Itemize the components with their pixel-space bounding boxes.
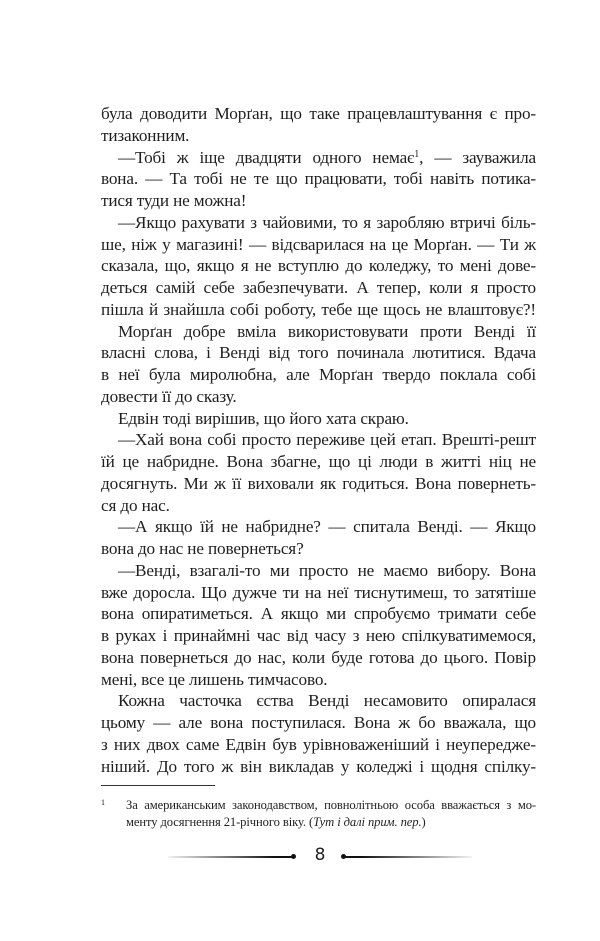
text-fragment: , — зауважила — [419, 147, 536, 167]
text-line: сказала, що, якщо я не вступлю до коледжу, то мені дове- — [101, 256, 536, 276]
footnote-line — [126, 814, 536, 831]
text-line: —Якщо рахувати з чайовими, то я заробляю втричі біль- — [118, 212, 536, 232]
page-number: 8 — [314, 845, 326, 865]
text-line: Едвін тоді вирішив, що його хата скраю. — [118, 408, 409, 428]
text-line: вона до нас не повернеться? — [101, 539, 304, 558]
text-line: вже доросла. Що дужче ти на неї тиснутимеш, то затятіше — [101, 582, 536, 602]
text-line: —А якщо їй не набридне? — спитала Венді. — Якщо — [118, 517, 536, 537]
text-line: вона. — Та тобі не те що працювати, тобі навіть потика- — [101, 169, 536, 189]
footnote-separator — [101, 785, 215, 786]
text-line: —Венді, взагалі-то ми просто не маємо вибору. Вона — [118, 560, 536, 580]
text-line: досягнуть. Ми ж її виховали як годиться. Вона повернеть- — [101, 473, 536, 493]
text-line: цьому — але вона поступилася. Вона ж бо вважала, що — [101, 713, 536, 732]
text-line: Морґан добре вміла використовувати проти Венді її — [118, 321, 536, 341]
footnote-text: менту досягнення 21-річного віку. ( — [126, 815, 314, 829]
text-line: тизаконним. — [101, 125, 190, 145]
footnote-text: ) — [421, 815, 426, 829]
text-line: їй це набридне. Вона збагне, що ці люди в житті ніц не — [101, 452, 536, 471]
text-fragment: —Тобі ж іще двадцяти одного немає — [118, 147, 415, 167]
text-line: з них двох саме Едвін був урівноваженіший і неупередже- — [101, 734, 536, 754]
text-line: мені, все це лишень тимчасово. — [101, 669, 328, 689]
text-line: ше, ніж у магазині! — відсварилася на це Морґан. — Ти ж — [101, 234, 536, 254]
text-line: вона повернеться до нас, коли буде готова до цього. Повір — [101, 647, 536, 667]
body-text — [101, 103, 536, 777]
text-line: в руках і принаймні час від часу з нею спілкуватимемося, — [101, 626, 536, 645]
text-line: ніший. До того ж він викладав у коледжі і щодня спілку- — [101, 756, 536, 776]
text-line: в неї була миролюбна, але Морґан твердо поклала собі — [101, 365, 536, 384]
text-line: тися туди не можна! — [101, 191, 247, 210]
text-line: ся до нас. — [101, 495, 170, 515]
text-line: була доводити Морґан, що таке працевлаштування є про- — [101, 104, 536, 123]
footnote-line: За американським законодавством, повнолітньою особа вважається з мо- — [126, 798, 536, 812]
ornament-dot-left — [291, 854, 296, 859]
ornament-line-right — [342, 856, 472, 858]
page-footer — [150, 845, 470, 869]
text-line: власні слова, і Венді від того починала лютитися. Вдача — [101, 343, 536, 363]
footnote-marker: 1 — [101, 798, 105, 807]
footnote-reference[interactable]: 1 — [414, 148, 420, 160]
ornament-line-left — [168, 856, 293, 858]
text-line — [101, 147, 536, 169]
text-line: вона опиратиметься. А якщо ми спробуємо тримати себе — [101, 604, 536, 624]
text-line: деться самій себе забезпечувати. А тепер, коли я просто — [101, 278, 536, 297]
text-line: довести її до сказу. — [101, 386, 237, 406]
text-line: пішла й знайшла собі роботу, тебе ще щось не влаштовує?! — [101, 299, 536, 319]
footnote — [101, 797, 536, 831]
text-line: —Хай вона собі просто переживе цей етап. Врешті-решт — [118, 430, 536, 450]
footnote-italic-note: Тут і далі прим. пер. — [313, 815, 422, 829]
text-line: Кожна часточка єства Венді несамовито опиралася — [118, 691, 536, 711]
